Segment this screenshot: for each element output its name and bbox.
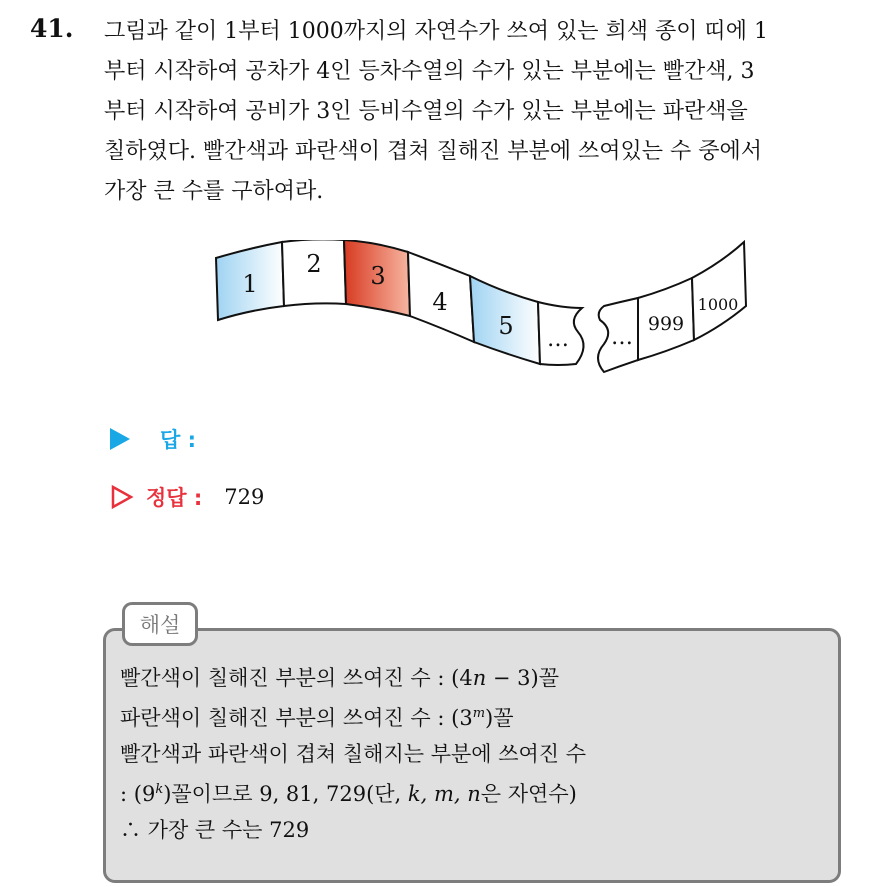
strip-label-999: 999 <box>647 313 685 335</box>
correct-answer-label: 정답 : <box>146 486 203 510</box>
strip-label-3: 3 <box>370 262 386 290</box>
question-line-2: 부터 시작하여 공차가 4인 등차수열의 수가 있는 부분에는 빨간색, 3 <box>104 59 755 84</box>
number-strip-figure <box>212 240 752 392</box>
correct-answer-value: 729 <box>224 485 265 509</box>
strip-label-5: 5 <box>498 312 514 340</box>
explanation-body <box>120 660 586 848</box>
question-line-1: 그림과 같이 1부터 1000까지의 자연수가 쓰여 있는 희색 종이 띠에 1 <box>104 19 768 44</box>
explanation-line-3: 빨간색과 파란색이 겹쳐 칠해지는 부분에 쓰여진 수 <box>120 742 587 766</box>
explanation-line-4: : (9$^k$)꼴이므로 9, 81, 729(단, k, m, n은 자연수) <box>120 782 577 806</box>
answer-row <box>110 424 196 454</box>
question-line-5: 가장 큰 수를 구하여라. <box>104 179 324 204</box>
correct-triangle-icon <box>110 485 134 509</box>
strip-label-ellipsis-left: … <box>547 327 569 352</box>
correct-answer-row <box>110 482 264 512</box>
question-text <box>104 12 864 212</box>
strip-label-1000: 1000 <box>697 295 739 314</box>
explanation-line-2: 파란색이 칠해진 부분의 쓰여진 수 : (3$^m$)꼴 <box>120 706 514 730</box>
strip-label-1: 1 <box>242 270 258 298</box>
strip-cell-1000 <box>692 242 746 340</box>
question-line-4: 칠하였다. 빨간색과 파란색이 겹쳐 질해진 부분에 쓰여있는 수 중에서 <box>104 139 762 164</box>
strip-label-4: 4 <box>432 288 448 316</box>
explanation-tag: 해설 <box>122 602 198 646</box>
question-line-3: 부터 시작하여 공비가 3인 등비수열의 수가 있는 부분에는 파란색을 <box>104 99 748 124</box>
explanation-line-5: ∴ 가장 큰 수는 729 <box>120 818 310 842</box>
answer-label: 답 : <box>160 428 196 452</box>
strip-label-2: 2 <box>306 250 322 278</box>
explanation-line-1: 빨간색이 칠해진 부분의 쓰여진 수 : (4n − 3)꼴 <box>120 666 560 690</box>
strip-label-ellipsis-right: … <box>611 325 633 350</box>
question-number: 41. <box>30 14 74 43</box>
answer-triangle-icon <box>110 428 130 450</box>
